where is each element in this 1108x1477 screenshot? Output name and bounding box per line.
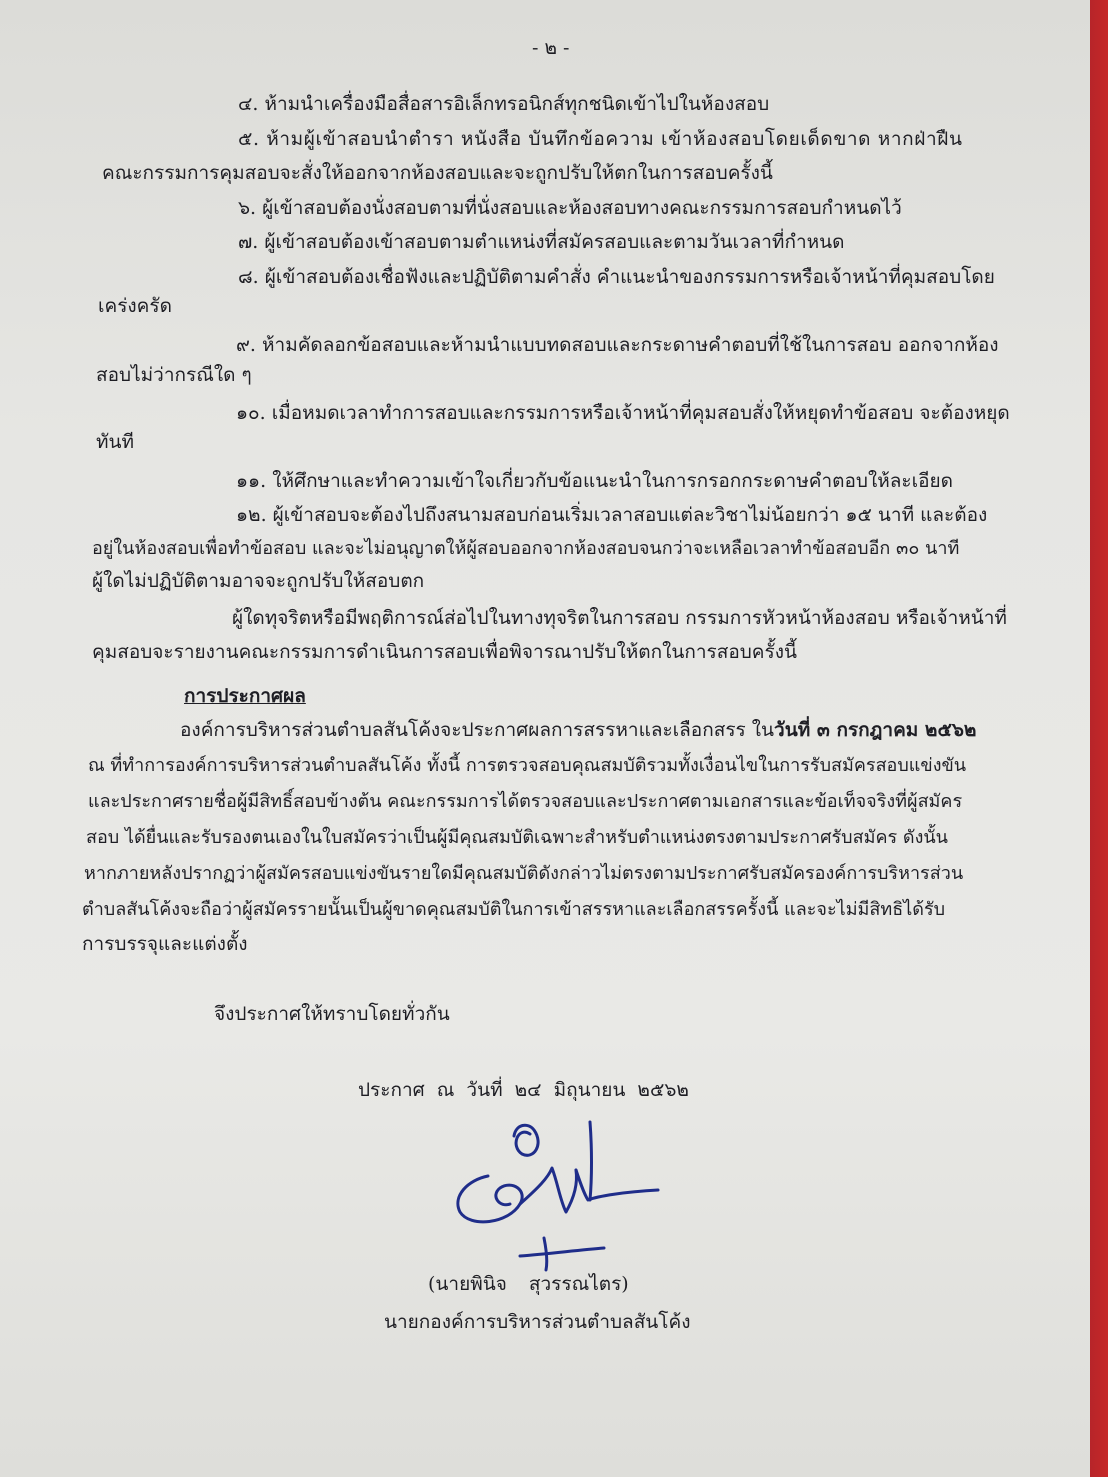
announcement-heading: การประกาศผล xyxy=(184,685,306,707)
announcement-text: องค์การบริหารส่วนตำบลสันโค้งจะประกาศผลการสรรหาและเลือกสรร ใน xyxy=(180,719,775,741)
cheating-note: ผู้ใดทุจริตหรือมีพฤติการณ์ส่อไปในทางทุจริตในการสอบ กรรมการหัวหน้าห้องสอบ หรือเจ้าหน้าที่ xyxy=(232,607,1007,629)
rule-12-cont: อยู่ในห้องสอบเพื่อทำข้อสอบ และจะไม่อนุญาตให้ผู้สอบออกจากห้องสอบจนกว่าจะเหลือเวลาทำข้อสอบอีก ๓๐ นาที xyxy=(92,538,960,559)
announcement-line-5: หากภายหลังปรากฏว่าผู้สมัครสอบแข่งขันรายใดมีคุณสมบัติดังกล่าวไม่ตรงตามประกาศรับสมัครองค์การบริหารส่วน xyxy=(84,863,964,884)
announcement-line-6: ตำบลสันโค้งจะถือว่าผู้สมัครรายนั้นเป็นผู้ขาดคุณสมบัติในการเข้าสรรหาและเลือกสรรครั้งนี้ และจะไม่มีสิทธิได้รับ xyxy=(82,899,946,920)
rule-8-cont: เคร่งครัด xyxy=(98,295,172,317)
rule-9-cont: สอบไม่ว่ากรณีใด ๆ xyxy=(96,364,252,386)
page-number: - ๒ - xyxy=(532,37,570,59)
rule-8: ๘. ผู้เข้าสอบต้องเชื่อฟังและปฏิบัติตามคำสั่ง คำแนะนำของกรรมการหรือเจ้าหน้าที่คุมสอบโดย xyxy=(238,266,995,288)
announcement-date-line: ประกาศ ณ วันที่ ๒๔ มิถุนายน ๒๕๖๒ xyxy=(358,1079,689,1101)
rule-12-cont2: ผู้ใดไม่ปฏิบัติตามอาจจะถูกปรับให้สอบตก xyxy=(92,570,425,592)
rule-10: ๑๐. เมื่อหมดเวลาทำการสอบและกรรมการหรือเจ้าหน้าที่คุมสอบสั่งให้หยุดทำข้อสอบ จะต้องหยุด xyxy=(236,402,1010,424)
rule-5-cont: คณะกรรมการคุมสอบจะสั่งให้ออกจากห้องสอบและจะถูกปรับให้ตกในการสอบครั้งนี้ xyxy=(102,162,773,184)
rule-11: ๑๑. ให้ศึกษาและทำความเข้าใจเกี่ยวกับข้อแนะนำในการกรอกกระดาษคำตอบให้ละเอียด xyxy=(236,470,953,492)
rule-7: ๗. ผู้เข้าสอบต้องเข้าสอบตามตำแหน่งที่สมัครสอบและตามวันเวลาที่กำหนด xyxy=(238,231,845,253)
announcement-line-7: การบรรจุและแต่งตั้ง xyxy=(82,933,248,955)
announcement-line-1 xyxy=(180,718,976,742)
announcement-line-4: สอบ ได้ยื่นและรับรองตนเองในใบสมัครว่าเป็นผู้มีคุณสมบัติเฉพาะสำหรับตำแหน่งตรงตามประกาศรับสมัคร ดังนั้น xyxy=(86,827,948,848)
rule-5: ๕. ห้ามผู้เข้าสอบนำตำรา หนังสือ บันทึกข้อความ เข้าห้องสอบโดยเด็ดขาด หากฝ่าฝืน xyxy=(238,128,963,150)
announcement-date: วันที่ ๓ กรกฎาคม ๒๕๖๒ xyxy=(774,719,977,741)
rule-9: ๙. ห้ามคัดลอกข้อสอบและห้ามนำแบบทดสอบและกระดาษคำตอบที่ใช้ในการสอบ ออกจากห้อง xyxy=(236,334,999,356)
announcement-line-3: และประกาศรายชื่อผู้มีสิทธิ์สอบข้างต้น คณะกรรมการได้ตรวจสอบและประกาศตามเอกสารและข้อเท็จจริงที่ผู้สมัคร xyxy=(88,791,963,812)
closing-statement: จึงประกาศให้ทราบโดยทั่วกัน xyxy=(214,1003,450,1025)
announcement-line-2: ณ ที่ทำการองค์การบริหารส่วนตำบลสันโค้ง ทั้งนี้ การตรวจสอบคุณสมบัติรวมทั้งเงื่อนไขในการรับสมัครสอบแข่งขัน xyxy=(88,755,967,776)
rule-6: ๖. ผู้เข้าสอบต้องนั่งสอบตามที่นั่งสอบและห้องสอบทางคณะกรรมการสอบกำหนดไว้ xyxy=(238,197,902,219)
rule-4: ๔. ห้ามนำเครื่องมือสื่อสารอิเล็กทรอนิกส์ทุกชนิดเข้าไปในห้องสอบ xyxy=(238,93,770,115)
signer-title: นายกองค์การบริหารส่วนตำบลสันโค้ง xyxy=(384,1311,691,1333)
rule-10-cont: ทันที xyxy=(96,431,135,453)
signature xyxy=(448,1108,678,1283)
cheating-note-cont: คุมสอบจะรายงานคณะกรรมการดำเนินการสอบเพื่อพิจารณาปรับให้ตกในการสอบครั้งนี้ xyxy=(92,641,797,663)
signer-name: (นายพินิจ สุวรรณไตร) xyxy=(428,1273,629,1295)
rule-12: ๑๒. ผู้เข้าสอบจะต้องไปถึงสนามสอบก่อนเริ่มเวลาสอบแต่ละวิชาไม่น้อยกว่า ๑๕ นาที และต้อง xyxy=(236,504,988,526)
